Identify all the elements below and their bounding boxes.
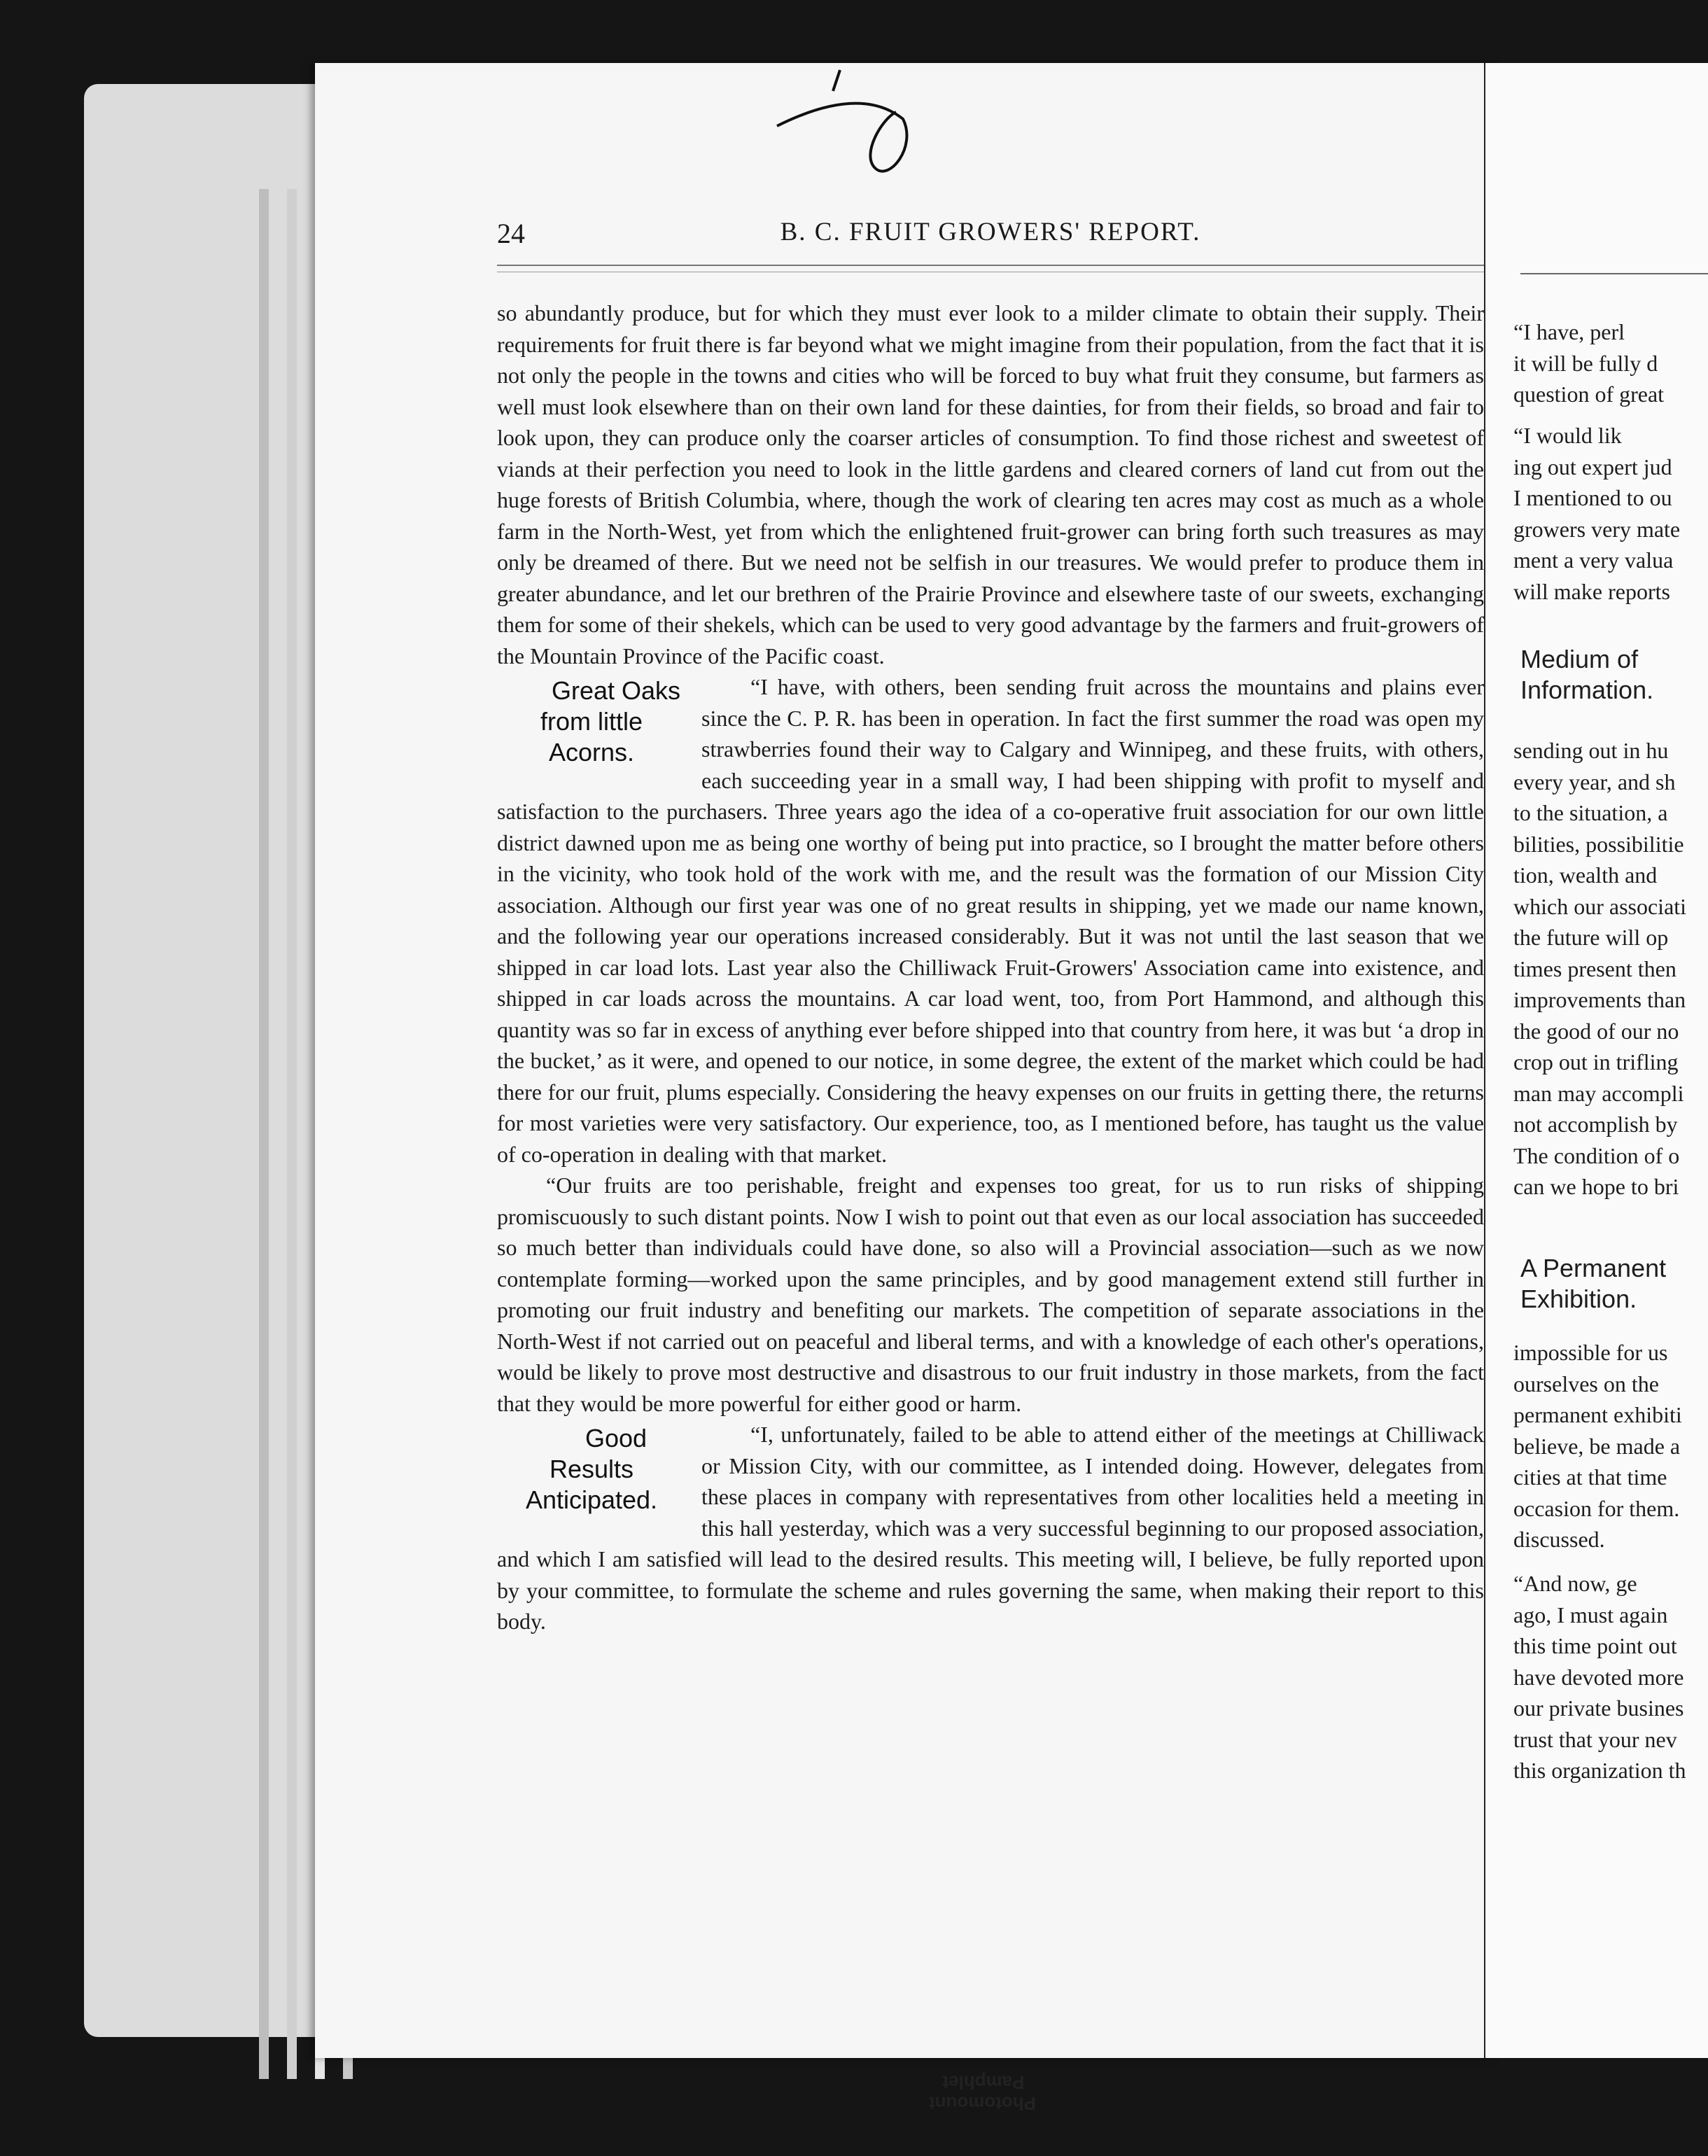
text-line: ment a very valua bbox=[1513, 547, 1674, 573]
text-line: question of great bbox=[1513, 382, 1665, 407]
text-line: not accomplish by bbox=[1513, 1112, 1678, 1137]
text-line: to the situation, a bbox=[1513, 800, 1668, 825]
text-line: sending out in hu bbox=[1513, 738, 1669, 763]
facing-sidehead bbox=[1513, 644, 1708, 706]
text-line: the future will op bbox=[1513, 925, 1669, 950]
text-line: which our associati bbox=[1513, 893, 1687, 919]
book-page bbox=[315, 63, 1498, 2058]
header-rule bbox=[497, 265, 1484, 266]
paragraph-text: “I, unfortunately, failed to be able to attend either of the meetings at Chilliwack or Mission City, with our committee, as I intended doing. However, delegates from these places in company with representatives from other localities held a meeting in this hall yesterday, which was a very successful beginning to our proposed association, and which I am satisfied will lead to the desired results. This meeting will, I believe, be fully reported upon by your committee, to formulate the scheme and rules governing the same, when making their report to this body. bbox=[497, 1422, 1484, 1634]
binding-stamp bbox=[928, 2072, 1036, 2114]
facing-text-block bbox=[1513, 420, 1708, 607]
facing-text-block bbox=[1513, 735, 1708, 1203]
text-line: believe, be made a bbox=[1513, 1433, 1681, 1459]
paragraph: “Our fruits are too perishable, freight and expenses too great, for us to run risks of shipping promiscuously to such distant points. Now I wish to point out that even as our local association has succeeded so much better than individuals could have done, so also will a Provincial association—such as we now contemplate forming—worked upon the same principles, and by good management extend still further in promoting our fruit industry and benefiting our markets. The competition of separate associations in the North-West if not carried out on peaceful and liberal terms, and with a knowledge of each other's operations, would be likely to prove most destructive and disastrous to our fruit industry in those markets, from the fact that they would be more powerful for either good or harm. bbox=[497, 1172, 1484, 1416]
text-line: ing out expert jud bbox=[1513, 454, 1672, 479]
page-edge bbox=[287, 189, 297, 2079]
paragraph bbox=[497, 671, 1484, 1170]
text-line: trust that your nev bbox=[1513, 1726, 1677, 1752]
text-line: The condition of o bbox=[1513, 1142, 1680, 1168]
text-line: bilities, possibilitie bbox=[1513, 831, 1684, 857]
sidehead-line: Medium of bbox=[1520, 645, 1639, 673]
sidehead-line: A Permanent bbox=[1520, 1254, 1667, 1282]
text-line: tion, wealth and bbox=[1513, 862, 1658, 888]
text-line: growers very mate bbox=[1513, 516, 1681, 542]
text-line: it will be fully d bbox=[1513, 350, 1658, 376]
paragraph: so abundantly produce, but for which they must ever look to a milder climate to obtain their supply. Their requirements for fruit there is far beyond what we might imagine from their population, from the fact that it is not only the people in the towns and cities who will be forced to buy what fruit they consume, but farmers as well must look elsewhere than on their own land for these dainties, for from their fields, so broad and fair to look upon, they can produce only the coarser articles of consumption. To find those richest and sweetest of viands at their perfection you need to look in the little gardens and cleared corners of land cut from out the huge forests of British Columbia, where, though the work of clearing ten acres may cost as much as a whole farm in the North-West, yet from which the enlightened fruit-grower can bring forth such treasures as may only be dreamed of there. But we need not be selfish in our treasures. We would prefer to produce them in greater abundance, and let our brethren of the Prairie Province and elsewhere taste of our sweets, exchanging them for some of their shekels, which can be used to very good advantage by the farmers and fruit-growers of the Mountain Province of the Pacific coast. bbox=[497, 300, 1484, 668]
text-line: this time point out bbox=[1513, 1633, 1677, 1658]
pen-mark-icon bbox=[735, 63, 945, 189]
sidehead-good-results: Good Results Anticipated. bbox=[525, 1424, 658, 1514]
page-header bbox=[497, 217, 1484, 252]
facing-page bbox=[1484, 63, 1708, 2058]
text-line: cities at that time bbox=[1513, 1464, 1667, 1490]
text-line: occasion for them. bbox=[1513, 1495, 1680, 1521]
text-line: can we hope to bri bbox=[1513, 1174, 1679, 1199]
sidehead-great-oaks: Great Oaks from little Acorns. bbox=[540, 676, 681, 766]
text-line: our private busines bbox=[1513, 1695, 1684, 1721]
text-line: have devoted more bbox=[1513, 1664, 1684, 1690]
text-line: impossible for us bbox=[1513, 1340, 1668, 1365]
page-stack-edge bbox=[84, 84, 336, 2037]
text-line: times present then bbox=[1513, 955, 1676, 981]
paragraph-text: “I have, with others, been sending fruit across the mountains and plains ever since the C. P. R. has been in operation. In fact the first summer the road was open my strawberries found their way to Calgary and Winnipeg, and these fruits, with others, each succeeding year in a small way, I had been shipping with profit to myself and satisfaction to the purchasers. Three years ago the idea of a co-operative fruit association for our own little district dawned upon me as being one worthy of being put into practice, so I brought the matter before others in the vicinity, who took hold of the work with me, and the result was the formation of our Mission City association. Although our first year was one of no great results in shipping, yet we made our name known, and the following year our operations increased considerably. But it was not until the last season that we shipped in car load lots. Last year also the Chilliwack Fruit-Growers' Association came into existence, and shipped in car loads across the mountains. A car load went, too, from Port Hammond, and although this quantity was so far in excess of anything ever before shipped into that country from here, it was but ‘a drop in the bucket,’ as it were, and opened to our notice, in some degree, the extent of the market which could be had there for our fruit, plums especially. Considering the heavy expenses on our fruits in getting there, the returns for most varieties were very satisfactory. Our experience, too, as I mentioned before, has taught us the value of co-operation in dealing with that market. bbox=[497, 674, 1484, 1167]
text-line: “And now, ge bbox=[1513, 1571, 1637, 1596]
text-line: man may accompli bbox=[1513, 1080, 1684, 1106]
text-line: this organization th bbox=[1513, 1758, 1686, 1783]
paragraph bbox=[497, 1419, 1484, 1637]
text-line: the good of our no bbox=[1513, 1018, 1679, 1044]
stamp-line: Photomount bbox=[928, 2093, 1036, 2114]
text-line: every year, and sh bbox=[1513, 769, 1676, 794]
facing-text-block bbox=[1513, 1337, 1708, 1555]
facing-text-block bbox=[1513, 316, 1708, 410]
text-line: discussed. bbox=[1513, 1527, 1605, 1552]
text-line: improvements than bbox=[1513, 987, 1686, 1012]
page-edge bbox=[259, 189, 269, 2079]
text-line: permanent exhibiti bbox=[1513, 1402, 1682, 1427]
stamp-line: Pamphlet bbox=[942, 2072, 1025, 2093]
facing-sidehead bbox=[1513, 1253, 1708, 1315]
running-head: B. C. FRUIT GROWERS' REPORT. bbox=[780, 218, 1201, 246]
text-line: “I would lik bbox=[1513, 423, 1622, 448]
facing-text-block bbox=[1513, 1568, 1708, 1786]
page-number: 24 bbox=[497, 218, 525, 249]
text-line: ourselves on the bbox=[1513, 1371, 1659, 1396]
main-text bbox=[497, 298, 1484, 1637]
text-line: crop out in trifling bbox=[1513, 1049, 1679, 1074]
text-line: will make reports bbox=[1513, 578, 1670, 604]
text-line: ago, I must again bbox=[1513, 1602, 1668, 1628]
sidehead-line: Exhibition. bbox=[1520, 1284, 1637, 1313]
header-rule bbox=[1520, 273, 1708, 274]
text-line: “I have, perl bbox=[1513, 319, 1625, 344]
text-line: I mentioned to ou bbox=[1513, 485, 1672, 510]
sidehead-line: Information. bbox=[1520, 676, 1654, 704]
